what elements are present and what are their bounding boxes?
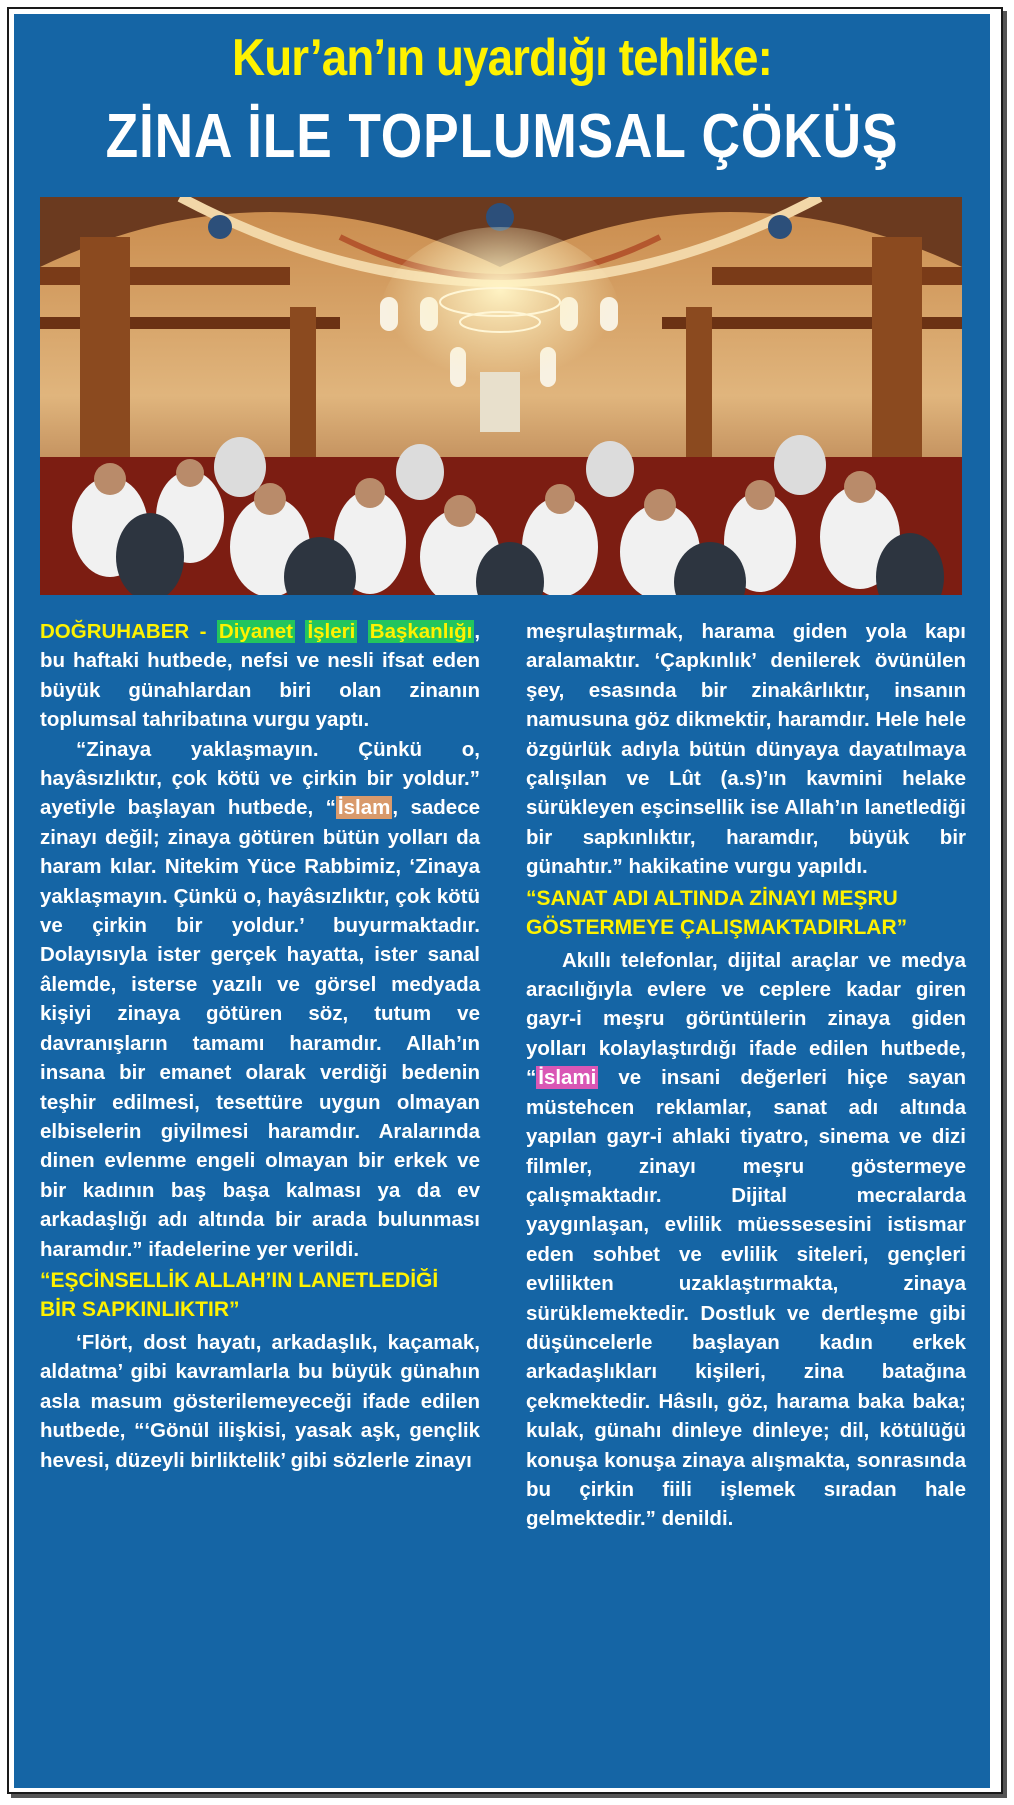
newspaper-page — [14, 14, 990, 1788]
institution-word: Başkanlığı — [369, 620, 473, 643]
headline-kicker: Kur’an’ın uyardığı tehlike: — [232, 29, 772, 87]
institution-word: Diyanet — [218, 620, 293, 643]
mosque-congregation-photo — [40, 197, 962, 595]
byline: DOĞRUHABER — [40, 620, 190, 643]
institution-word: İşleri — [307, 620, 356, 643]
article-column-right — [526, 617, 966, 1534]
highlight-term: İslami — [538, 1066, 597, 1090]
paragraph: “Zinaya yaklaşmayın. Çünkü o, hayâsızlıktır, çok kötü ve çirkin bir yoldur.” ayetiyle başlayan hutbede, “İslam, sadece zinayı değil; zinaya götüren bütün yolları da haram kılar. Nitekim Yüce Rabbimiz, ‘Zinaya yaklaşmayın. Çünkü o, hayâsızlıktır, çok kötü ve çirkin bir yoldur.’ buyurmaktadır. Dolayısıyla ister gerçek hayatta, ister sanal âlemde, isterse yazılı ve görsel medyada kişiyi zinaya götüren söz, tutum ve davranışların tamamı haramdır. Allah’ın insana bir emanet olarak verdiği bedenin teşhir edilmesi, tesettüre uygun olmayan elbiselerin giyilmesi haramdır. Aralarında dinen evlenme engeli olmayan bir erkek ve bir kadının baş başa kalması ya da ev arkadaşlığı adı altında bir arada bulunması haramdır.” ifadelerine yer verildi. — [40, 737, 480, 1261]
paragraph: Akıllı telefonlar, dijital araçlar ve medya aracılığıyla evlere ve ceplere kadar giren gayr-i meşru görüntülerin zinaya giden yolları kolaylaştırdığı ifade edilen hutbede, “İslami ve insani değerleri hiçe sayan müstehcen reklamlar, sanat adı altında yapılan gayr-i ahlaki tiyatro, sinema ve dizi filmler, zinayı meşru göstermeye çalışmaktadır. Dijital mecralarda yaygınlaşan, evlilik müessesesini istismar eden sohbet ve evlilik siteleri, gençleri evlilikten uzaklaştırmakta, zinaya sürüklemektedir. Dostluk ve dertleşme gibi düşüncelerle başlayan kadın erkek arkadaşlıkları kişileri, zina batağına çekmektedir. Hâsılı, göz, harama baka baka; kulak, günahı dinleye dinleye; dil, kötülüğü konuşa konuşa zinaya alışmakta, sonrasında bu çirkin fiili işlemek sıradan hale gelmektedir.” denildi. — [526, 948, 966, 1531]
lead-text: , bu haftaki hutbede, nefsi ve nesli ifsat eden büyük günahlardan biri olan zinanın toplumsal tahribatına vurgu yaptı. — [40, 620, 481, 732]
lead-paragraph: DOĞRUHABER - Diyanet İşleri Başkanlığı, bu haftaki hutbede, nefsi ve nesli ifsat eden büyük günahlardan biri olan zinanın toplumsal tahribatına vurgu yaptı. — [40, 620, 481, 732]
headline-title: ZİNA İLE TOPLUMSAL ÇÖKÜŞ — [105, 102, 899, 171]
paragraph: meşrulaştırmak, harama giden yola kapı aralamaktır. ‘Çapkınlık’ denilerek övünülen şey, esasında bir zinakârlıktır, insanın namusuna göz dikmektir, haramdır. Hele hele özgürlük adıyla bütün dünyaya dayatılmaya çalışılan ve Lût (a.s)’ın kavmini helake sürükleyen eşcinsellik ise Allah’ın lanetlediği bir sapkınlıktır, haramdır, büyük bir günahtır.” hakikatine vurgu yapıldı. — [526, 620, 966, 879]
subheading: “EŞCİNSELLİK ALLAH’IN LANETLEDİĞİ BİR SAPKINLIKTIR” — [40, 1268, 439, 1321]
paragraph: ‘Flört, dost hayatı, arkadaşlık, kaçamak, aldatma’ gibi kavramlarla bu büyük günahın asla masum gösterilemeyeceği ifade edilen hutbede, “‘Gönül ilişkisi, yasak aşk, gençlik hevesi, düzeyli birliktelik’ gibi sözlerle zinayı — [40, 1330, 480, 1472]
subheading: “SANAT ADI ALTINDA ZİNAYI MEŞRU GÖSTERMEYE ÇALIŞMAKTADIRLAR” — [526, 886, 908, 939]
article-column-left — [40, 617, 480, 1475]
highlight-term: İslam — [337, 796, 391, 820]
